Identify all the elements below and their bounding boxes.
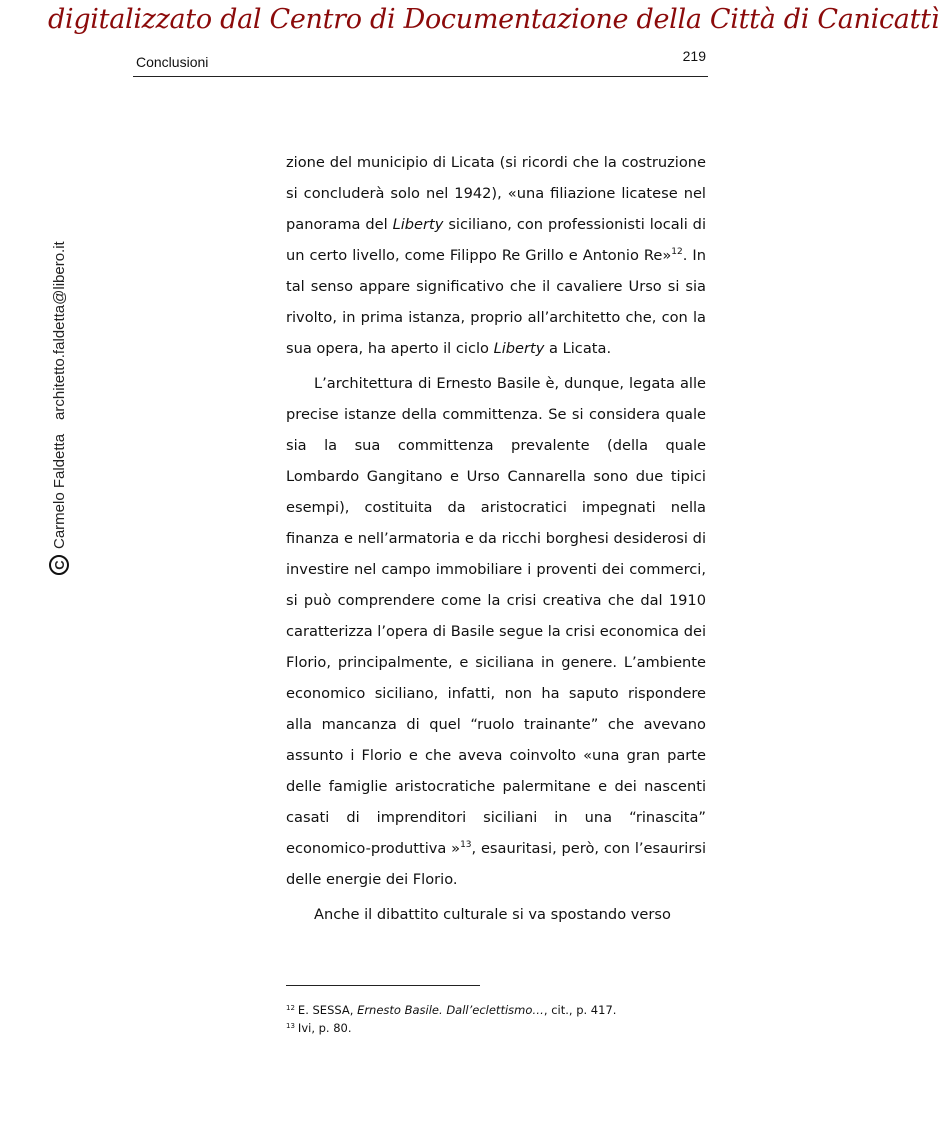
chapter-title: Conclusioni — [136, 54, 209, 70]
footnote-text: Ivi, p. 80. — [297, 1021, 352, 1035]
footnote — [286, 1001, 706, 1019]
italic-term: Liberty — [392, 216, 444, 233]
italic-term: Liberty — [493, 340, 545, 357]
text-run: . In tal senso appare significativo che il cavaliere Urso si sia rivolto, in prima istanza, proprio all’architetto che, con la sua opera, ha aperto il ciclo — [286, 247, 706, 357]
text-run: zione del municipio di Licata (si ricordi che la costruzione si concluderà solo nel 1942), «una filiazione licatese nel panorama del — [286, 154, 706, 233]
footnote-divider — [286, 985, 480, 986]
footnote-number: 12 — [286, 1004, 295, 1012]
footnote-text: , cit., p. 417. — [543, 1003, 617, 1017]
footnote-number: 13 — [286, 1022, 295, 1030]
paragraph — [286, 147, 706, 364]
text-run: L’architettura di Ernesto Basile è, dunque, legata alle precise istanze della committenza. Se si considera quale sia la sua committenza prevalente (della quale Lombardo Gangitano e Urso Cannarella sono due tipici esempi), costituita da aristocratici impegnati nella finanza e nell’armatoria e da ricchi borghesi desiderosi di investire nel campo immobiliare i proventi dei commerci, si può comprendere come la crisi creativa che dal 1910 caratterizza l’opera di Basile segue la crisi economica dei Florio, principalmente, e siciliana in genere. L’ambiente economico siciliano, infatti, non ha saputo rispondere alla mancanza di quel “ruolo trainante” che avevano assunto i Florio e che aveva coinvolto «una gran parte delle famiglie aristocratiche palermitane e dei nascenti casati di imprenditori siciliani in una “rinascita” economico-produttiva » — [286, 375, 706, 857]
footnote-ref[interactable]: 12 — [671, 247, 683, 257]
author-credit — [45, 215, 73, 575]
paragraph: Anche il dibattito culturale si va spostando verso — [314, 906, 671, 923]
author-name: Carmelo Faldetta — [50, 433, 68, 549]
text-run: , esauritasi, però, con l’esaurirsi delle energie dei Florio. — [286, 840, 706, 888]
author-email: architetto.faldetta@libero.it — [50, 241, 68, 420]
footnote — [286, 1019, 706, 1037]
footnote-text: E. SESSA, — [297, 1003, 358, 1017]
footnote-ref[interactable]: 13 — [460, 840, 472, 850]
body-text — [286, 147, 706, 930]
running-header — [133, 48, 708, 77]
text-run: a Licata. — [544, 340, 612, 357]
page-number: 219 — [682, 48, 706, 64]
digitization-watermark: digitalizzato dal Centro di Documentazione della Città di Canicattì — [48, 4, 939, 35]
paragraph — [286, 368, 706, 895]
text-run: siciliano, con professionisti locali di un certo livello, come Filippo Re Grillo e Antonio Re» — [286, 216, 706, 264]
copyright-icon: C — [49, 555, 69, 575]
footnotes — [286, 1001, 706, 1037]
footnote-title: Ernesto Basile. Dall’eclettismo… — [357, 1003, 544, 1017]
